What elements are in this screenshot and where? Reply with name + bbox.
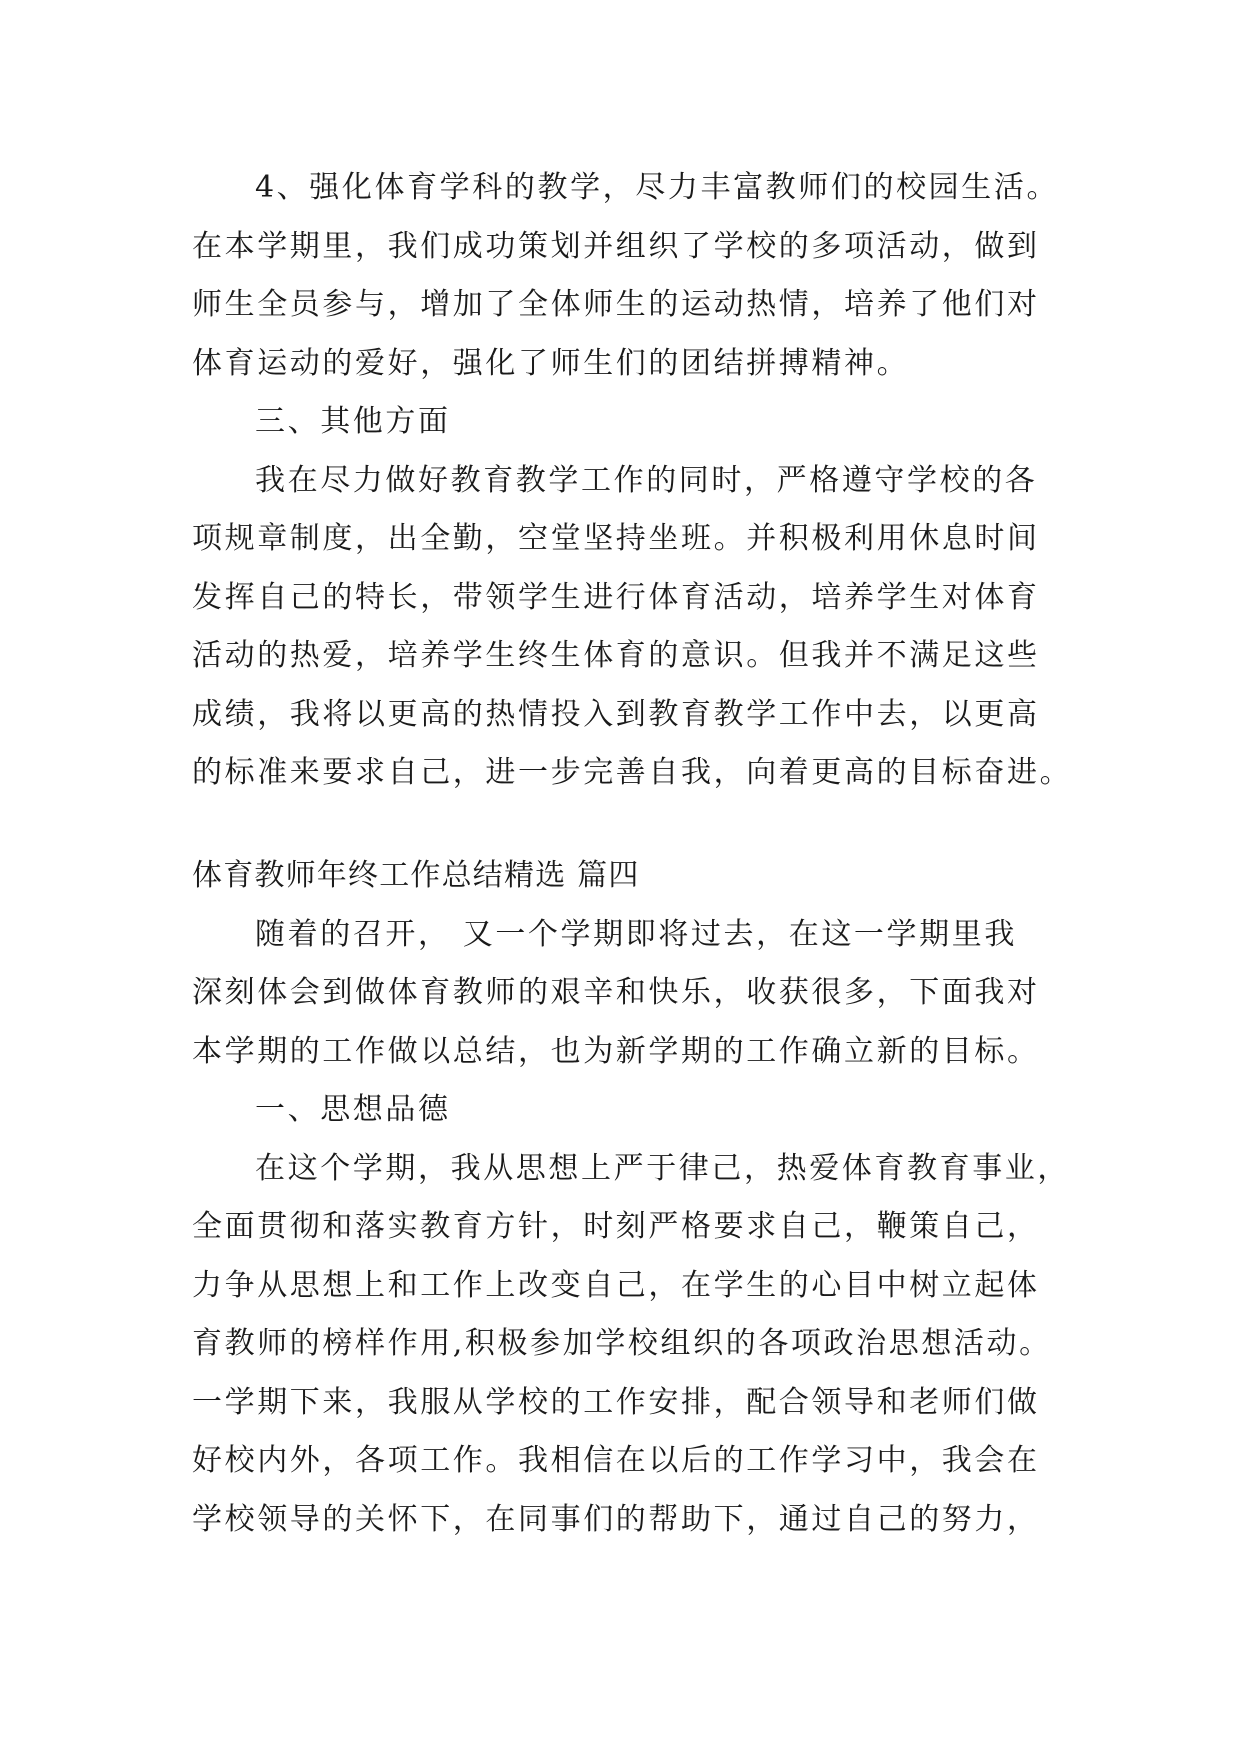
paragraph-line: 育教师的榜样作用,积极参加学校组织的各项政治思想活动。 [192,1326,1052,1361]
paragraph-line: 体育运动的爱好，强化了师生们的团结拼搏精神。 [192,346,910,381]
paragraph-line: 成绩，我将以更高的热情投入到教育教学工作中去，以更高 [192,697,1040,732]
paragraph-line: 好校内外，各项工作。我相信在以后的工作学习中，我会在 [192,1443,1040,1478]
paragraph-line: 项规章制度，出全勤，空堂坚持坐班。并积极利用休息时间 [192,521,1040,556]
paragraph-line: 随着的召开， 又一个学期即将过去，在这一学期里我 [255,917,1017,952]
article-title: 体育教师年终工作总结精选 篇四 [192,858,640,893]
paragraph-line: 本学期的工作做以总结，也为新学期的工作确立新的目标。 [192,1034,1040,1069]
paragraph-line: 在这个学期，我从思想上严于律己，热爱体育教育事业， [255,1151,1070,1186]
paragraph-line: 师生全员参与，增加了全体师生的运动热情，培养了他们对 [192,287,1040,322]
paragraph-line: 活动的热爱，培养学生终生体育的意识。但我并不满足这些 [192,638,1040,673]
section-heading: 一、思想品德 [255,1092,451,1127]
paragraph-line: 发挥自己的特长，带领学生进行体育活动，培养学生对体育 [192,580,1040,615]
paragraph-line: 我在尽力做好教育教学工作的同时，严格遵守学校的各 [255,463,1038,498]
paragraph-line: 全面贯彻和落实教育方针，时刻严格要求自己，鞭策自己， [192,1209,1040,1244]
paragraph-line: 一学期下来，我服从学校的工作安排，配合领导和老师们做 [192,1385,1040,1420]
paragraph-line: 的标准来要求自己，进一步完善自我，向着更高的目标奋进。 [192,755,1073,790]
paragraph-line: 4、强化体育学科的教学，尽力丰富教师们的校园生活。 [255,170,1060,205]
paragraph-line: 在本学期里，我们成功策划并组织了学校的多项活动，做到 [192,229,1040,264]
paragraph-line: 深刻体会到做体育教师的艰辛和快乐，收获很多，下面我对 [192,975,1040,1010]
section-heading: 三、其他方面 [255,404,451,439]
paragraph-line: 力争从思想上和工作上改变自己，在学生的心目中树立起体 [192,1268,1040,1303]
paragraph-line: 学校领导的关怀下，在同事们的帮助下，通过自己的努力， [192,1502,1040,1537]
